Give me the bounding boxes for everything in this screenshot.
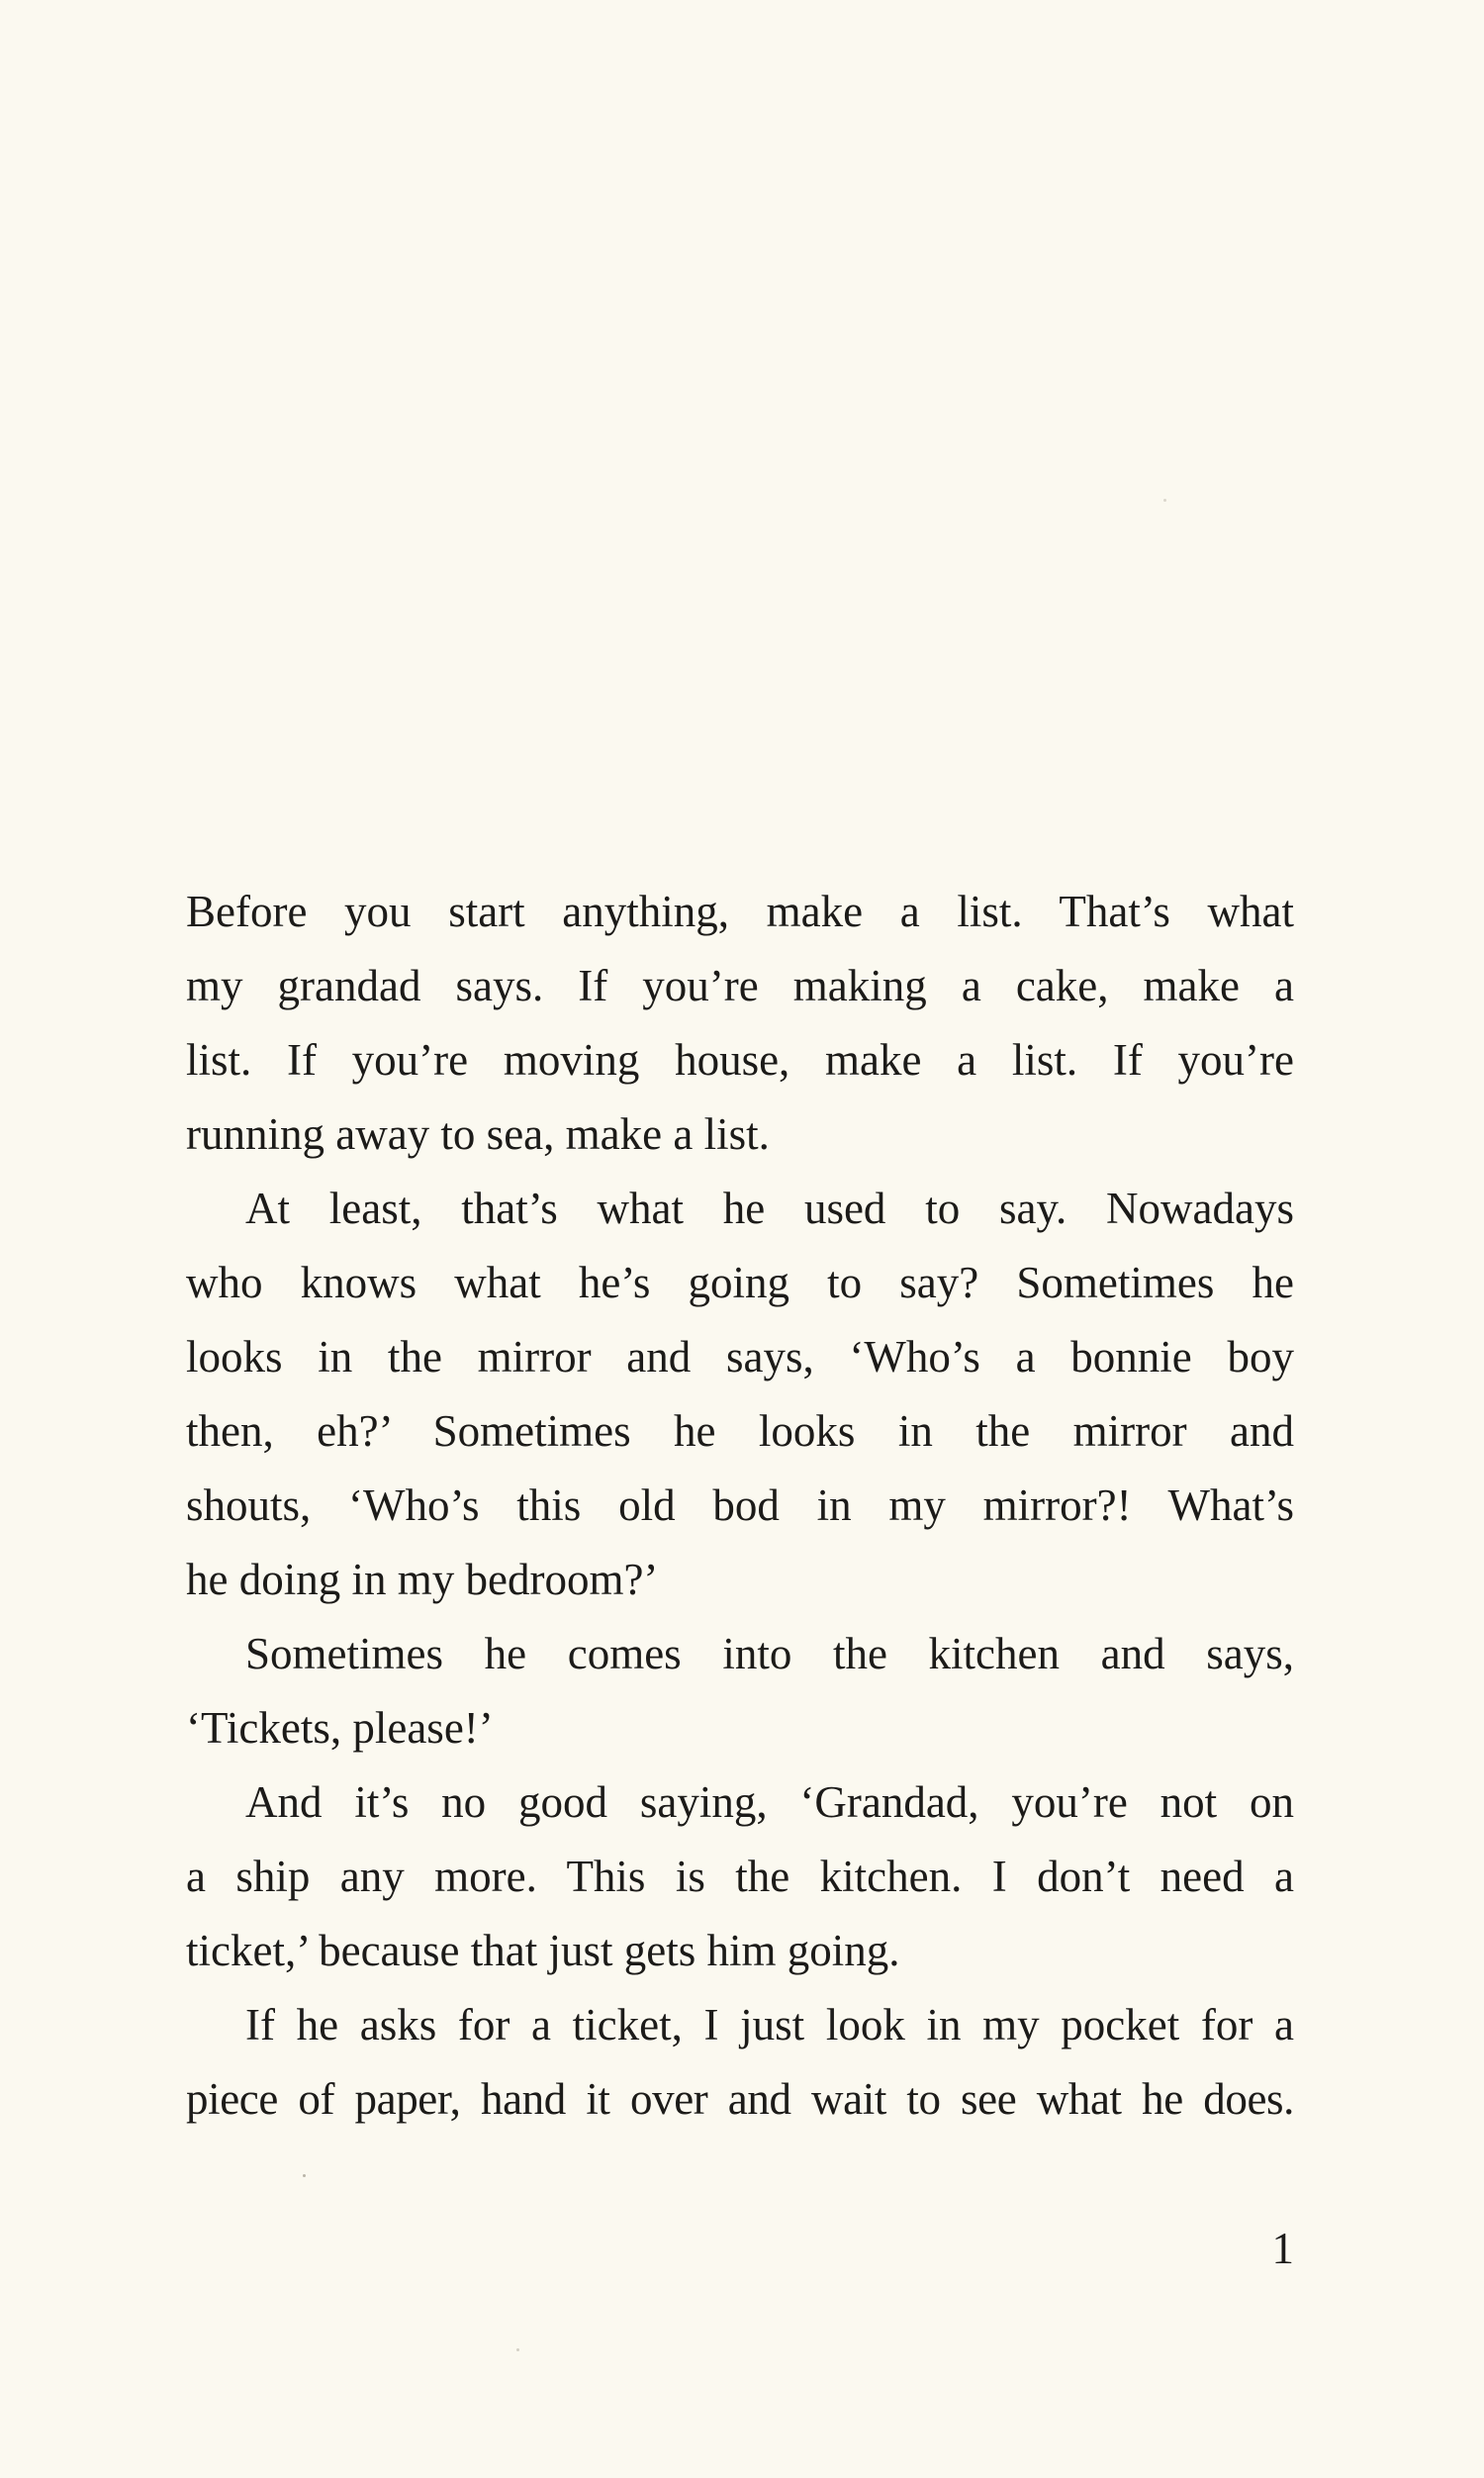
body-text — [186, 875, 1294, 2137]
text-line: running away to sea, make a list. — [186, 1109, 770, 1159]
text-line: And it’s no good saying, ‘Grandad, you’re not on — [245, 1777, 1294, 1827]
text-line: ‘Tickets, please!’ — [186, 1703, 494, 1753]
paper-speck — [516, 2348, 519, 2351]
text-line: my grandad says. If you’re making a cake, make a — [186, 961, 1294, 1010]
paragraph — [186, 1988, 1294, 2137]
paragraph — [186, 1172, 1294, 1617]
text-line: he doing in my bedroom?’ — [186, 1555, 659, 1604]
text-line: Before you start anything, make a list. That’s what — [186, 887, 1294, 936]
paragraph — [186, 1765, 1294, 1988]
text-line: If he asks for a ticket, I just look in my pocket for a — [245, 2000, 1294, 2049]
text-line: ticket,’ because that just gets him going. — [186, 1926, 900, 1975]
paragraph — [186, 1617, 1294, 1765]
text-line: who knows what he’s going to say? Sometimes he — [186, 1258, 1294, 1307]
text-line: Sometimes he comes into the kitchen and says, — [245, 1629, 1294, 1678]
text-line: then, eh?’ Sometimes he looks in the mirror and — [186, 1406, 1294, 1456]
paper-speck — [1163, 499, 1166, 502]
text-line: At least, that’s what he used to say. Nowadays — [245, 1184, 1294, 1233]
paper-speck — [303, 2174, 306, 2177]
text-line: list. If you’re moving house, make a list. If you’re — [186, 1035, 1294, 1085]
text-line: a ship any more. This is the kitchen. I don’t need a — [186, 1852, 1294, 1901]
text-line: shouts, ‘Who’s this old bod in my mirror?! What’s — [186, 1480, 1294, 1530]
paragraph — [186, 875, 1294, 1172]
page-number: 1 — [1271, 2224, 1294, 2273]
text-line: piece of paper, hand it over and wait to see what he does. — [186, 2074, 1294, 2124]
text-line: looks in the mirror and says, ‘Who’s a bonnie boy — [186, 1332, 1294, 1382]
